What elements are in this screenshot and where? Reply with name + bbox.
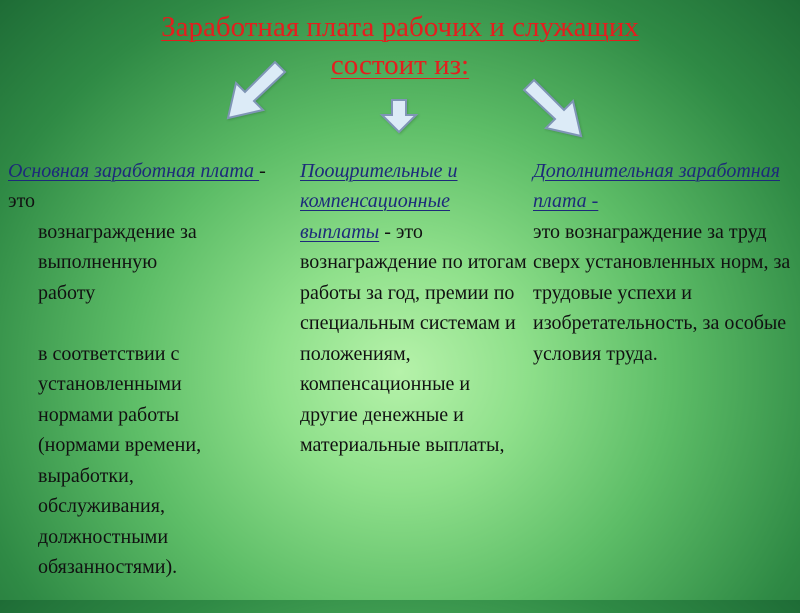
basic-pay-text-a: вознаграждение за выполненную работу xyxy=(38,220,197,304)
term-incentive-payments: Поощрительные и компенсационные выплаты xyxy=(300,159,458,243)
arrows-layer xyxy=(0,0,800,140)
term-basic-pay: Основная заработная плата xyxy=(8,159,260,182)
term-additional-pay: Дополнительная заработная плата - xyxy=(533,159,780,212)
arrow-down-left-icon xyxy=(228,62,285,118)
column-basic-pay xyxy=(8,125,276,613)
dash-text-incentive: - это xyxy=(379,220,423,243)
additional-pay-text: это вознаграждение за труд сверх установленных норм, за трудовые успехи и изобретательность, за особые условия труда. xyxy=(533,220,791,365)
basic-pay-text-b: в соответствии с установленными нормами работы (нормами времени, выработки, обслуживания, должностными обязанностями). xyxy=(38,342,202,578)
dash-text-basic-pay: - это xyxy=(8,159,266,212)
column-additional-pay xyxy=(533,125,798,369)
incentive-payments-text: вознаграждение по итогам работы за год, премии по специальным системам и положениям, компенсационные и другие денежные и материальные выплаты, xyxy=(300,251,527,456)
slide-title-text: Заработная плата рабочих и служащих состоит из: xyxy=(161,11,639,81)
column-incentive-payments xyxy=(300,125,530,461)
